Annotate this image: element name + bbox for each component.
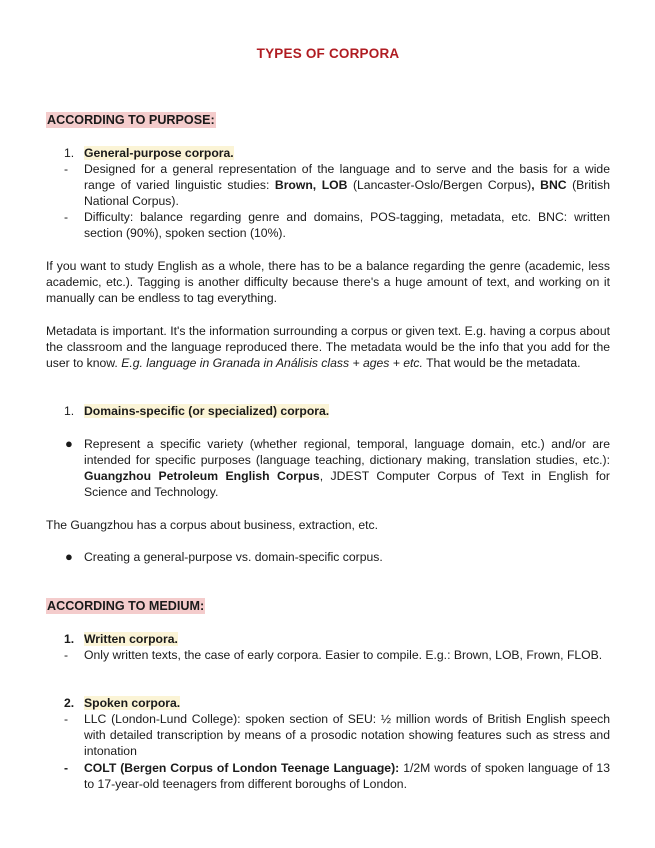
list-marker: 2. (64, 696, 75, 710)
bullet-marker: ● (65, 436, 73, 451)
list-marker: 1. (64, 146, 75, 160)
dash-marker: - (64, 648, 69, 662)
dash-text: COLT (Bergen Corpus of London Teenage Language): 1/2M words of spoken language of 13 to 17-year-old teenagers from different boroughs of London. (84, 761, 610, 791)
dash-item-designed (46, 161, 610, 209)
list-marker: 1. (64, 632, 75, 646)
bullet-item-represent (46, 436, 610, 500)
dash-item-colt (46, 760, 610, 792)
list-item-domain-specific (46, 403, 610, 419)
item-label: Spoken corpora. (84, 696, 181, 710)
dash-marker: - (64, 712, 69, 726)
dash-item-written-only (46, 647, 610, 663)
paragraph-balance: If you want to study English as a whole, there has to be a balance regarding the genre (academic, less academic, etc.). Tagging is another difficulty because there's a huge amount of text, and working on it manually can be endless to tag everything. (46, 259, 610, 305)
list-item-spoken (46, 695, 610, 711)
list-item-written (46, 631, 610, 647)
list-item-general-purpose (46, 145, 610, 161)
bullet-item-creating (46, 549, 610, 565)
list-marker: 1. (64, 404, 75, 418)
section-heading-purpose: ACCORDING TO PURPOSE: (47, 113, 215, 127)
dash-text: Difficulty: balance regarding genre and domains, POS-tagging, metadata, etc. BNC: written section (90%), spoken section (10%). (84, 210, 610, 240)
dash-marker: - (64, 210, 69, 224)
bullet-text: Represent a specific variety (whether regional, temporal, language domain, etc.) and/or are intended for specific purposes (language teaching, dictionary making, translation studies, etc.): Guangzhou Petroleum English Corpus, JDEST Computer Corpus of Text in English for Science and Technology. (84, 437, 610, 499)
item-label: General-purpose corpora. (84, 146, 234, 160)
dash-text: LLC (London-Lund College): spoken section of SEU: ½ million words of British English speech with detailed transcription by means of a prosodic notation showing features such as stress and intonation (84, 712, 610, 758)
paragraph-guangzhou: The Guangzhou has a corpus about business, extraction, etc. (46, 518, 378, 532)
page-title: TYPES OF CORPORA (256, 46, 400, 61)
bullet-marker: ● (65, 549, 73, 564)
dash-text: Designed for a general representation of the language and to serve and the basis for a wide range of varied linguistic studies: Brown, LOB (Lancaster-Oslo/Bergen Corpus), BNC (British National Corpus). (84, 162, 610, 208)
dash-item-llc (46, 711, 610, 759)
paragraph-metadata: Metadata is important. It's the information surrounding a corpus or given text. E.g. having a corpus about the classroom and the language reproduced there. The metadata would be the info that you add for the user to know. E.g. language in Granada in Análisis class + ages + etc. That would be the metadata. (46, 324, 610, 370)
dash-text: Only written texts, the case of early corpora. Easier to compile. E.g.: Brown, LOB, Frown, FLOB. (84, 648, 603, 662)
item-label: Written corpora. (84, 632, 178, 646)
bullet-text: Creating a general-purpose vs. domain-specific corpus. (84, 550, 383, 564)
dash-item-difficulty (46, 209, 610, 241)
dash-marker: - (64, 162, 69, 176)
dash-marker: - (64, 761, 69, 775)
item-label: Domains-specific (or specialized) corpora. (84, 404, 330, 418)
section-heading-medium: ACCORDING TO MEDIUM: (47, 599, 205, 613)
